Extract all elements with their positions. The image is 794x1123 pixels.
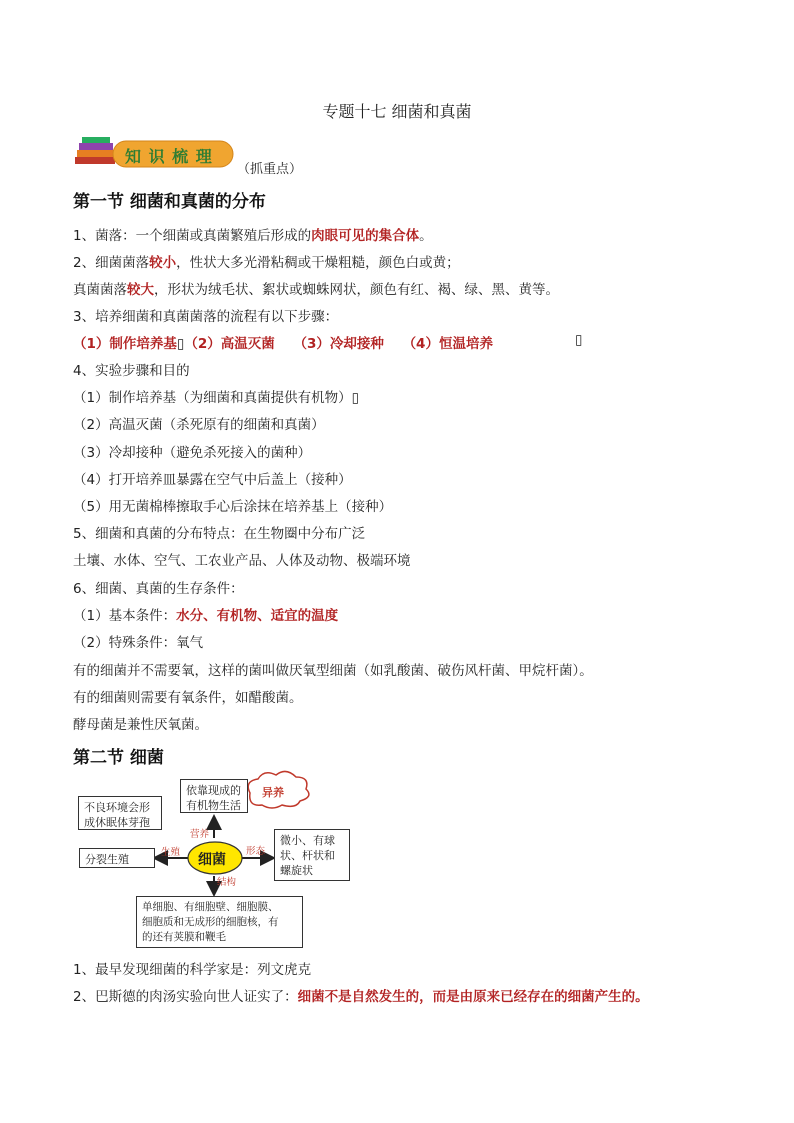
- line-11: （5）用无菌棉棒擦取手心后涂抹在培养基上（接种）: [73, 499, 393, 515]
- line-13: 土壤、水体、空气、工农业产品、人体及动物、极端环境: [73, 553, 411, 569]
- line-7: （1）制作培养基（为细菌和真菌提供有机物）▯: [73, 390, 360, 406]
- text: ，性状大多光滑粘稠或干燥粗糙，颜色白或黄；: [176, 255, 460, 271]
- text: 。: [419, 228, 433, 244]
- diagram-label-reproduction: 生殖: [161, 847, 181, 858]
- diagram-shape-box: 微小、有球 状、杆状和 螺旋状: [274, 829, 350, 881]
- highlight: 肉眼可见的集合体: [311, 228, 420, 244]
- text: ，形状为绒毛状、絮状或蜘蛛网状，颜色有红、褐、绿、黑、黄等。: [154, 282, 559, 298]
- diagram-structure-box: 单细胞、有细胞壁、细胞膜、 细胞质和无成形的细胞核，有 的还有荚膜和鞭毛: [136, 896, 303, 948]
- line-19: 酵母菌是兼性厌氧菌。: [73, 717, 208, 733]
- line-8: （2）高温灭菌（杀死原有的细菌和真菌）: [73, 417, 325, 433]
- line-10: （4）打开培养皿暴露在空气中后盖上（接种）: [73, 472, 352, 488]
- line-18: 有的细菌则需要有氧条件，如醋酸菌。: [73, 690, 303, 706]
- diagram-reproduction-box: 分裂生殖: [79, 848, 155, 868]
- step-4: （4）恒温培养: [402, 336, 493, 352]
- diagram-nutrition-box: 依靠现成的 有机物生活: [180, 779, 248, 813]
- highlight: 细菌不是自然发生的，而是由原来已经存在的细菌产生的。: [297, 989, 649, 1005]
- line-16: （2）特殊条件：氧气: [73, 635, 204, 651]
- diagram-center-label: 细菌: [198, 852, 226, 868]
- text: （1）基本条件：: [73, 608, 177, 624]
- text: 2、巴斯德的肉汤实验向世人证实了：: [73, 989, 298, 1005]
- highlight: 水分、有机物、适宜的温度: [176, 608, 339, 624]
- highlight: 较小: [149, 255, 177, 271]
- line-5: （1）制作培养基▯（2）高温灭菌 （3）冷却接种 （4）恒温培养: [73, 336, 493, 352]
- diagram-label-nutrition: 营养: [190, 829, 210, 840]
- step-3: （3）冷却接种: [293, 336, 384, 352]
- section1-heading: 第一节 细菌和真菌的分布: [73, 192, 266, 212]
- diagram-cloud-label: 异养: [262, 786, 284, 799]
- line-17: 有的细菌并不需要氧，这样的菌叫做厌氧型细菌（如乳酸菌、破伤风杆菌、甲烷杆菌）。: [73, 663, 593, 679]
- s2-line-2: [73, 985, 649, 1005]
- placeholder-glyph: ▯: [575, 332, 583, 348]
- diagram-spore-box: 不良环境会形 成休眠体芽孢: [78, 796, 162, 830]
- step-1: （1）制作培养基: [73, 336, 177, 352]
- line-4: 3、培养细菌和真菌菌落的流程有以下步骤：: [73, 309, 339, 325]
- section2-heading: 第二节 细菌: [73, 748, 164, 768]
- line-6: 4、实验步骤和目的: [73, 363, 190, 379]
- text: 1、菌落：一个细菌或真菌繁殖后形成的: [73, 228, 312, 244]
- badge-text: 知 识 梳 理: [125, 147, 213, 166]
- line-12: 5、细菌和真菌的分布特点：在生物圈中分布广泛: [73, 526, 366, 542]
- s2-line-1: 1、最早发现细菌的科学家是：列文虎克: [73, 962, 312, 978]
- highlight: 较大: [127, 282, 154, 298]
- text: 2、细菌菌落: [73, 255, 150, 271]
- step-2: （2）高温灭菌: [184, 336, 275, 352]
- text: 真菌菌落: [73, 282, 127, 298]
- badge-note: （抓重点）: [237, 162, 303, 177]
- line-9: （3）冷却接种（避免杀死接入的菌种）: [73, 445, 312, 461]
- page-title: 专题十七 细菌和真菌: [322, 102, 472, 121]
- diagram-label-shape: 形态: [246, 846, 266, 857]
- line-14: 6、细菌、真菌的生存条件：: [73, 581, 244, 597]
- text: （1）制作培养基（为细菌和真菌提供有机物）: [73, 390, 352, 406]
- diagram-label-structure: 结构: [217, 877, 237, 888]
